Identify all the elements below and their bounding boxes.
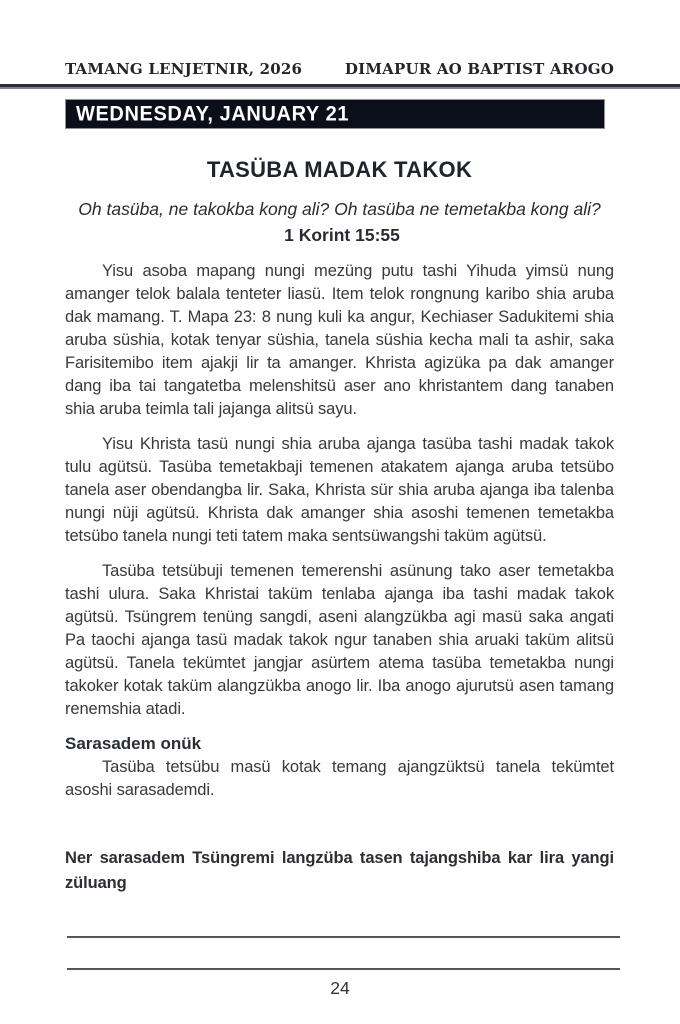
section-heading: Sarasadem onük (65, 734, 202, 753)
page-header (65, 60, 614, 78)
body-paragraph-3: Tasüba tetsübuji temenen temerenshi asünung tako aser temetakba tashi ulura. Saka Khristai taküm tenlaba ajanga iba tashi madak takok agütsü. Tsüngrem tenüng sangdi, aseni alangzükba agi masü saka angati Pa taochi ajanga tasü madak takok ngur tanaben shia aruaki taküm alitsü agütsü. Tanela tekümtet jangjar asürtem atema tasüba temetakba nungi takoker kotak taküm alangzükba anogo lir. Iba anogo ajurutsü asen tamang renemshia atadi. (65, 562, 614, 718)
page-title: TASÜBA MADAK TAKOK (206, 157, 473, 182)
header-right-title: DIMAPUR AO BAPTIST AROGO (344, 60, 614, 78)
writing-line-1 (67, 936, 620, 938)
verse-text: Oh tasüba, ne takokba kong ali? Oh tasüba ne temetakba kong ali? (78, 199, 601, 219)
body-paragraph-1: Yisu asoba mapang nungi mezüng putu tashi Yihuda yimsü nung amanger telok balala tenteter liasü. Item telok rongnung karibo shia aruba dak mamang. T. Mapa 23: 8 nung kuli ka angur, Kechiaser Sadukitemi shia aruba süshia, kotak tenyar süshia, tanela süshia kecha mali ta ashir, saka Farisitemibo item ajakji lir ta amanger. Khrista agizüka pa dak amanger dang iba tai tangatetba melenshitsü aser ano khristantem dang tanaben shia aruba teimla tali jajanga alitsü sayu. (65, 262, 614, 418)
body-paragraph-2: Yisu Khrista tasü nungi shia aruba ajanga tasüba tashi madak takok tulu agütsü. Tasüba temetakbaji temenen atakatem ajanga aruba tetsübo tanela aser obendangba lir. Saka, Khrista sür shia aruba ajanga iba talenba nungi nüji agütsü. Khrista dak amanger shia asoshi temenen temetakba tetsübo tanela nungi teti tatem maka sentsüwangshi taküm agütsü. (65, 435, 614, 545)
verse-block (76, 196, 603, 248)
section-paragraph: Tasüba tetsübu masü kotak temang ajangzüktsü tanela tekümtet asoshi sarasademdi. (65, 758, 614, 799)
verse-reference: 1 Korint 15:55 (284, 225, 400, 245)
writing-line-2 (67, 968, 620, 970)
header-rule (0, 84, 680, 89)
date-banner (65, 99, 605, 129)
date-banner-label: WEDNESDAY, JANUARY 21 (76, 101, 350, 126)
header-left-title: TAMANG LENJETNIR, 2026 (65, 60, 303, 78)
page-number: 24 (330, 978, 350, 998)
footer-note: Ner sarasadem Tsüngremi langzüba tasen tajangshiba kar lira yangi züluang (65, 849, 614, 892)
